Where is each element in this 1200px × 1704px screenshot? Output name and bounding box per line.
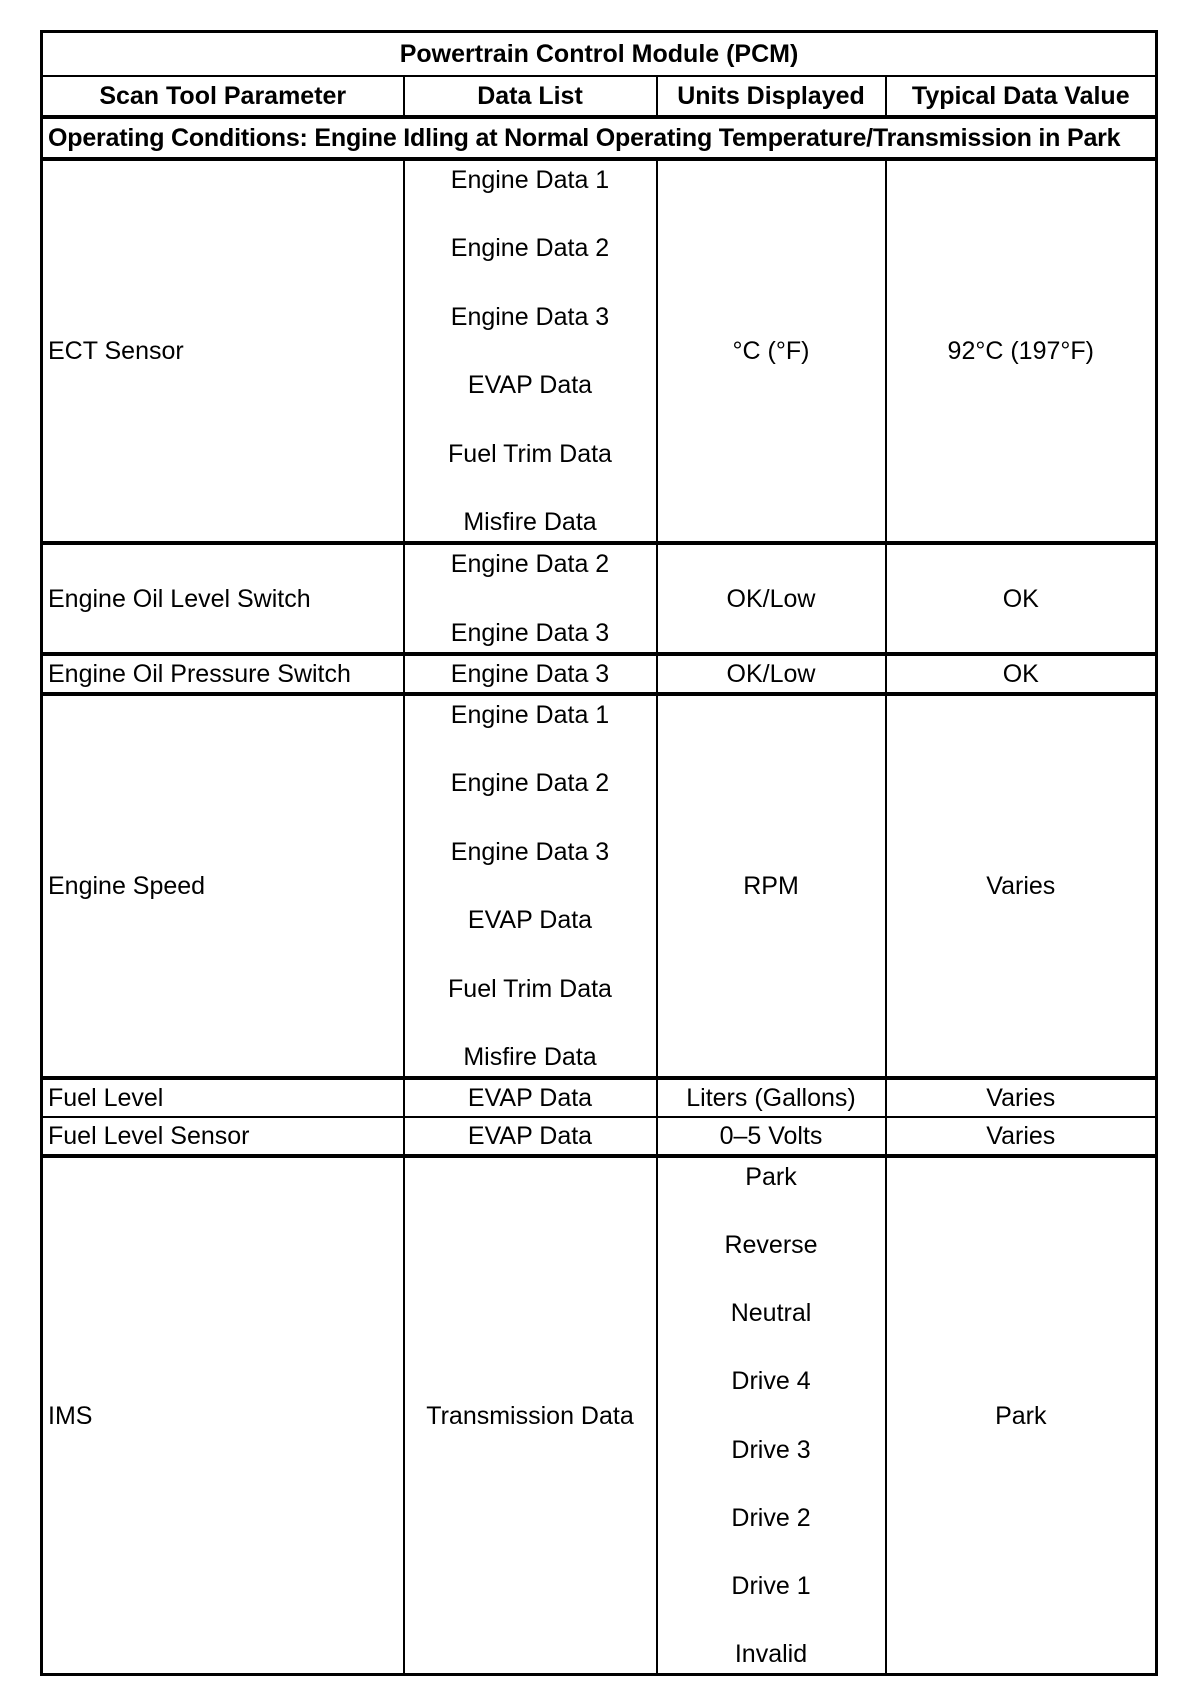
row-units [657, 1156, 886, 1675]
unit-item: Reverse [724, 1231, 818, 1260]
header-units-displayed: Units Displayed [657, 76, 886, 117]
table-row [42, 694, 1157, 1078]
header-data-list: Data List [404, 76, 657, 117]
data-list-item: EVAP Data [467, 371, 593, 400]
data-list-item: Engine Data 2 [450, 234, 610, 263]
row-typical-value: OK [886, 654, 1157, 694]
row-units: RPM [657, 694, 886, 1078]
operating-conditions: Operating Conditions: Engine Idling at Normal Operating Temperature/Transmission in Park [42, 117, 1157, 159]
data-list-item: Engine Data 2 [450, 550, 610, 578]
row-parameter: Engine Oil Pressure Switch [42, 654, 404, 694]
row-units: Liters (Gallons) [657, 1078, 886, 1117]
table-row [42, 1078, 1157, 1117]
header-scan-tool-parameter: Scan Tool Parameter [42, 76, 404, 117]
data-list-item: Engine Data 1 [450, 166, 610, 194]
data-list-item: Engine Data 3 [450, 837, 610, 866]
data-list-item: Fuel Trim Data [448, 439, 612, 468]
row-parameter: Fuel Level [42, 1078, 404, 1117]
row-units: OK/Low [657, 654, 886, 694]
data-list-item: Misfire Data [463, 507, 597, 536]
table-row [42, 654, 1157, 694]
unit-item: Park [745, 1163, 797, 1191]
row-parameter: IMS [42, 1156, 404, 1675]
row-data-list [404, 159, 657, 543]
unit-item: Neutral [730, 1299, 812, 1328]
row-parameter: Fuel Level Sensor [42, 1117, 404, 1156]
row-typical-value: OK [886, 543, 1157, 654]
row-units: °C (°F) [657, 159, 886, 543]
row-data-list [404, 543, 657, 654]
row-data-list [404, 694, 657, 1078]
data-list-item: Misfire Data [463, 1042, 597, 1071]
row-parameter: ECT Sensor [42, 159, 404, 543]
unit-item: Drive 1 [731, 1571, 811, 1600]
row-typical-value: Varies [886, 1078, 1157, 1117]
data-list-item: Fuel Trim Data [448, 974, 612, 1003]
unit-item: Invalid [734, 1639, 808, 1668]
table-row [42, 159, 1157, 543]
table-title: Powertrain Control Module (PCM) [42, 32, 1157, 77]
row-data-list: Engine Data 3 [404, 654, 657, 694]
unit-item: Drive 2 [731, 1503, 811, 1532]
pcm-data-table [40, 30, 1158, 1676]
table-row [42, 543, 1157, 654]
row-data-list: Transmission Data [404, 1156, 657, 1675]
row-typical-value: Varies [886, 694, 1157, 1078]
row-units: OK/Low [657, 543, 886, 654]
table-row [42, 1156, 1157, 1675]
unit-item: Drive 4 [731, 1367, 811, 1396]
data-list-item: EVAP Data [467, 906, 593, 935]
table-row [42, 1117, 1157, 1156]
row-parameter: Engine Speed [42, 694, 404, 1078]
data-list-item: Engine Data 2 [450, 769, 610, 798]
row-units: 0–5 Volts [657, 1117, 886, 1156]
row-data-list: EVAP Data [404, 1078, 657, 1117]
row-typical-value: Park [886, 1156, 1157, 1675]
row-parameter: Engine Oil Level Switch [42, 543, 404, 654]
row-typical-value: Varies [886, 1117, 1157, 1156]
row-typical-value: 92°C (197°F) [886, 159, 1157, 543]
row-data-list: EVAP Data [404, 1117, 657, 1156]
header-typical-data-value: Typical Data Value [886, 76, 1157, 117]
data-list-item: Engine Data 3 [450, 302, 610, 331]
data-list-item: Engine Data 1 [450, 701, 610, 729]
unit-item: Drive 3 [731, 1435, 811, 1464]
data-list-item: Engine Data 3 [450, 619, 610, 647]
